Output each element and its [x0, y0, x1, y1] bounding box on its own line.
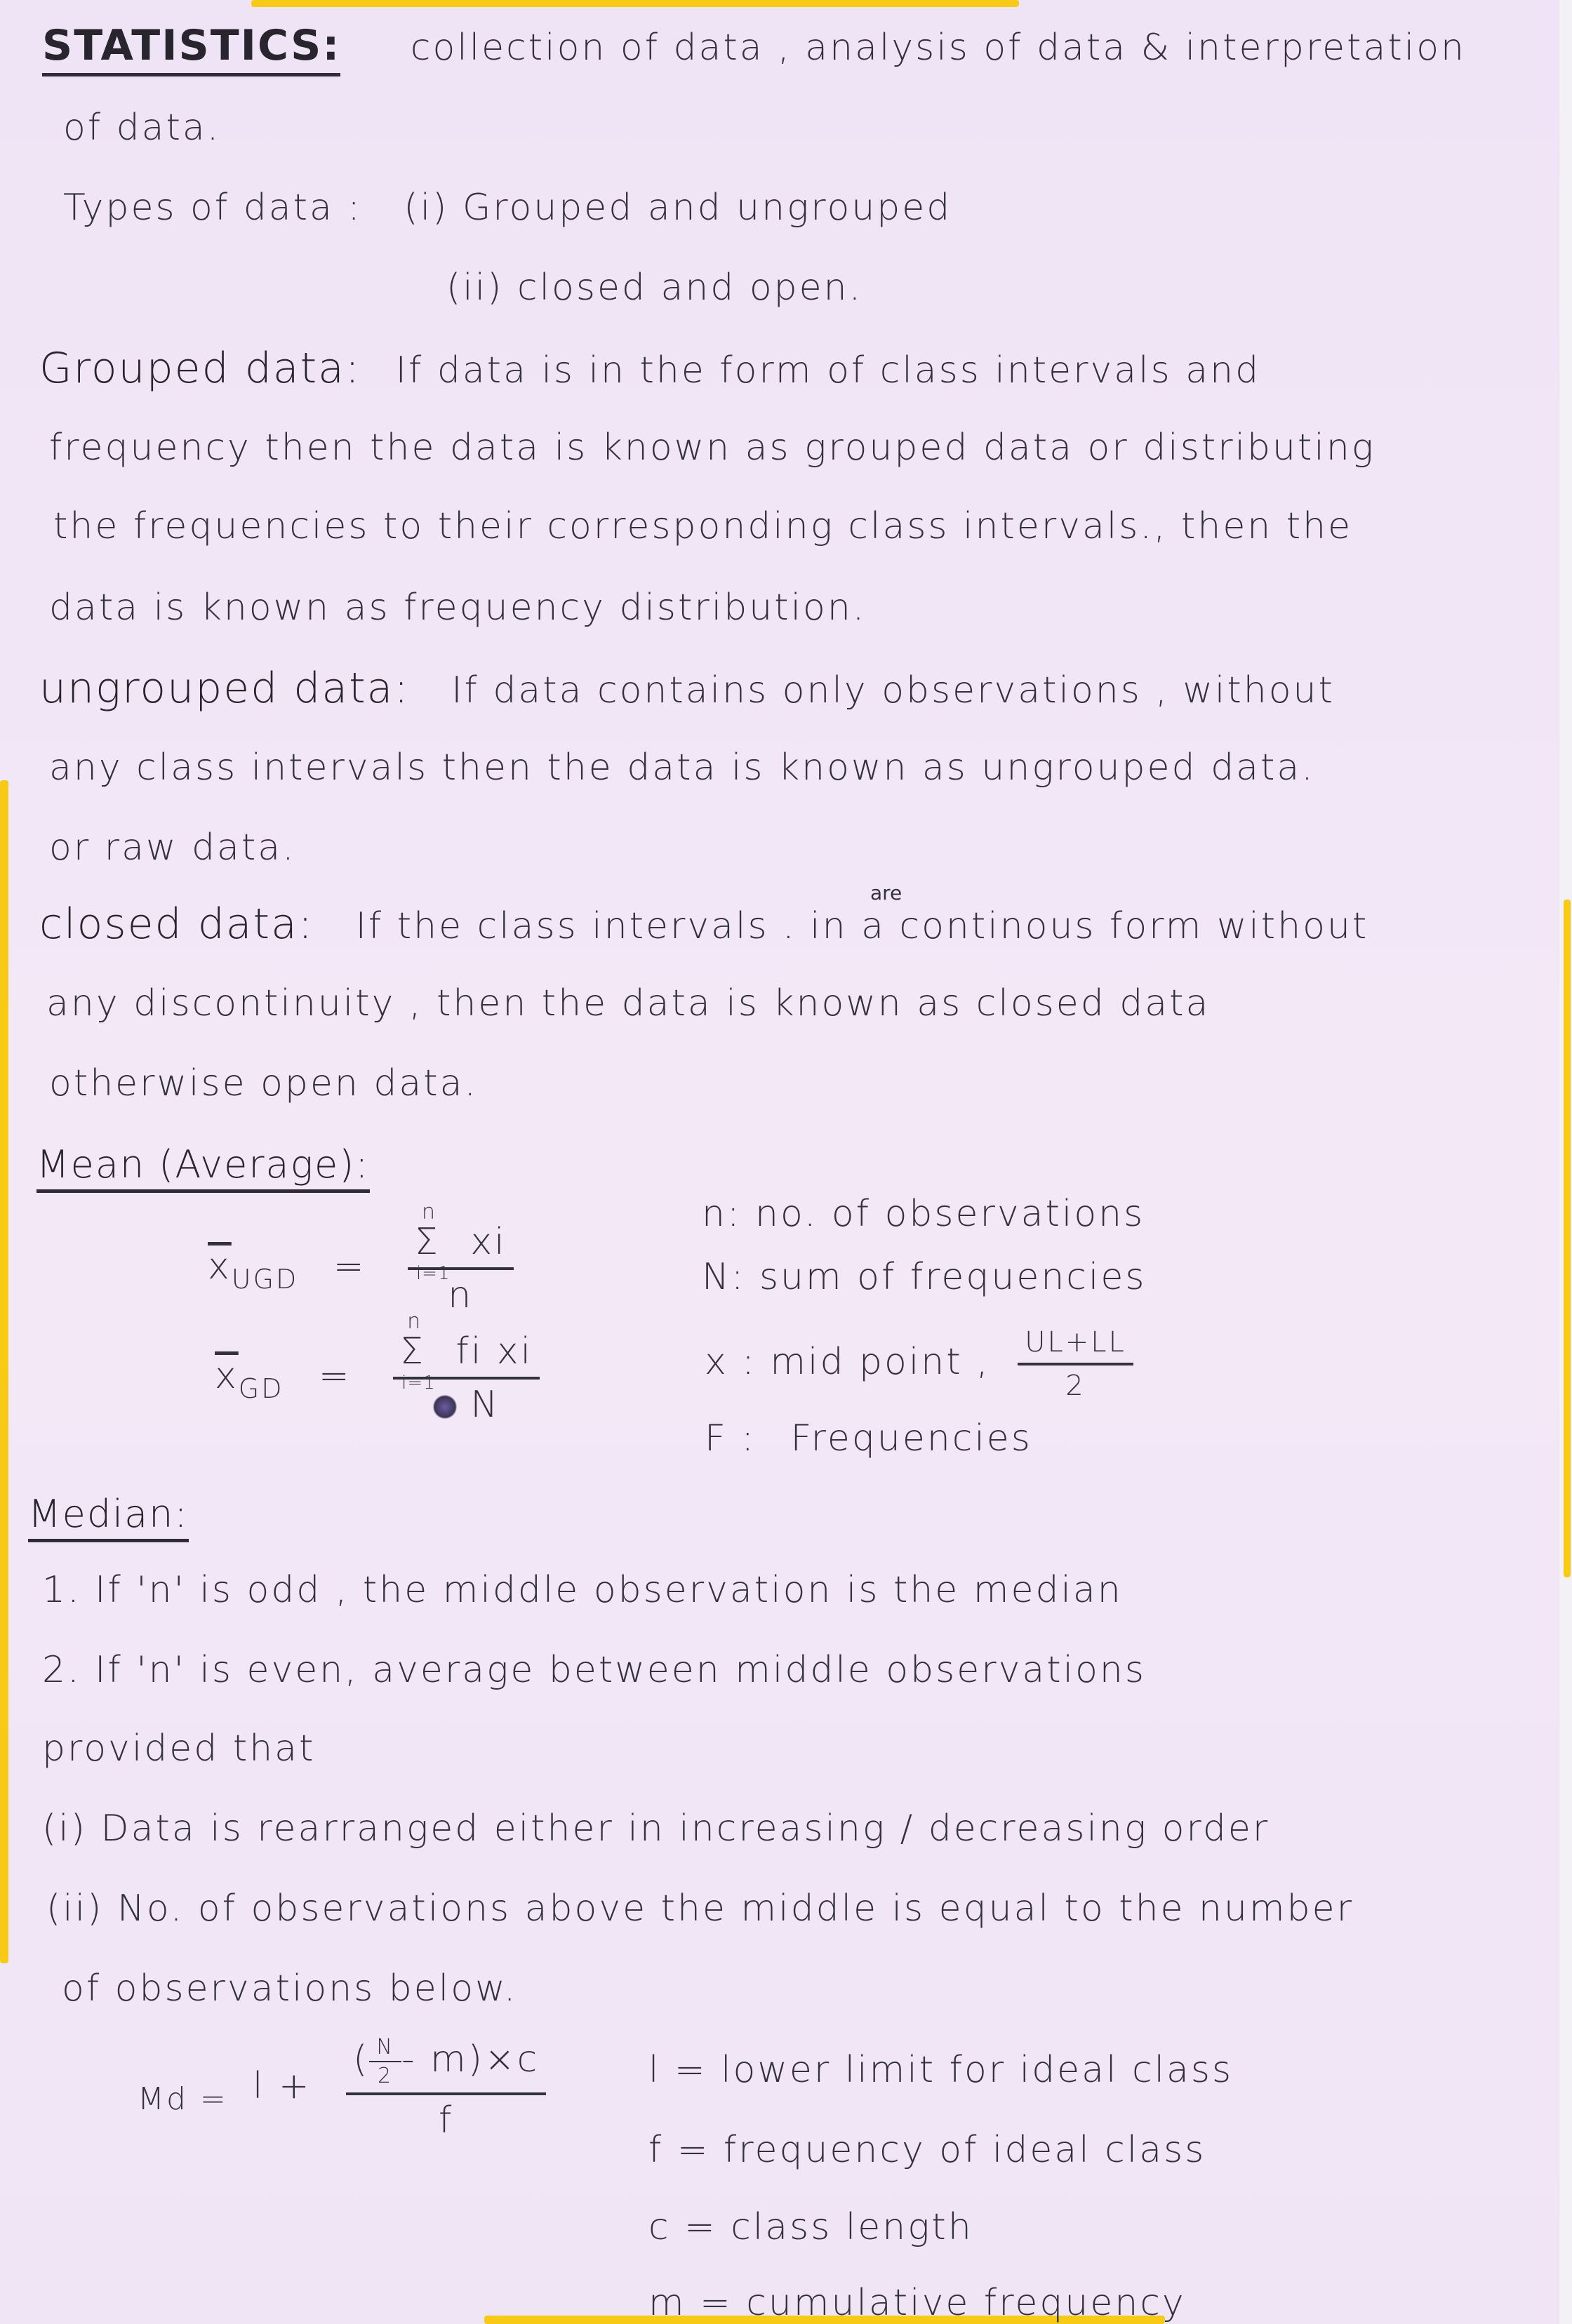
closed-text: If the class intervals . in a continous form without	[355, 905, 1369, 947]
median-legend-m: m = cumulative frequency	[648, 2282, 1186, 2324]
median-provided: provided that	[42, 1728, 316, 1770]
ugd-numerator	[408, 1200, 514, 1284]
mean-legend-F: F : Frequencies	[705, 1417, 1032, 1460]
median-rule-1: 1. If 'n' is odd , the middle observation is the median	[42, 1569, 1123, 1611]
median-legend-f: f = frequency of ideal class	[648, 2129, 1206, 2171]
gd-term: fi xi	[455, 1330, 533, 1373]
gd-denominator: N	[393, 1380, 540, 1426]
sigma-icon: Σ n i=1	[414, 1200, 451, 1284]
mean-legend-x: x : mid point , $\frac{UL+LL}{2}$	[705, 1326, 1133, 1402]
highlighter-strip-left	[0, 780, 8, 1963]
grouped-line-4: data is known as frequency distribution.	[49, 587, 867, 629]
midpoint-fraction: $\frac{UL+LL}{2}$	[1018, 1326, 1133, 1402]
types-item-2: (ii) closed and open.	[446, 267, 863, 309]
median-heading-text: Median:	[28, 1492, 189, 1542]
highlighter-strip-right	[1564, 900, 1571, 1577]
types-line	[63, 187, 952, 229]
median-legend-c: c = class length	[648, 2206, 973, 2248]
gd-subscript: GD	[238, 1373, 284, 1404]
ungrouped-line-3: or raw data.	[49, 827, 296, 869]
closed-line-1	[39, 900, 1368, 949]
highlighter-strip-top	[251, 0, 1019, 7]
median-condition-1: (i) Data is rearranged either in increasing / decreasing order	[42, 1808, 1270, 1850]
ugd-subscript: UGD	[231, 1264, 299, 1295]
ungrouped-heading: ungrouped data:	[39, 664, 410, 713]
median-heading	[28, 1492, 189, 1536]
median-condition-2a: (ii) No. of observations above the middle is equal to the number	[46, 1888, 1354, 1930]
mean-gd-formula	[215, 1309, 540, 1426]
gd-fraction	[393, 1309, 540, 1426]
statistics-definition-cont: of data.	[63, 107, 221, 149]
mean-heading-text: Mean (Average):	[36, 1142, 370, 1193]
median-fraction	[346, 2035, 546, 2142]
grouped-line-3: the frequencies to their corresponding class intervals., then the	[53, 505, 1353, 547]
equals: =	[319, 1355, 352, 1397]
median-rule-2: 2. If 'n' is even, average between middle observations	[42, 1649, 1146, 1691]
statistics-definition: collection of data , analysis of data & interpretation	[410, 27, 1466, 69]
ungrouped-line-2: any class intervals then the data is known as ungrouped data.	[49, 747, 1315, 789]
mean-heading	[36, 1142, 370, 1187]
grouped-heading: Grouped data:	[39, 344, 361, 393]
gd-numerator	[393, 1309, 540, 1394]
grouped-line-1	[39, 344, 1260, 393]
median-denominator: f	[439, 2099, 454, 2142]
sigma-icon: Σ n i=1	[400, 1309, 436, 1394]
median-formula-lhs: Md =	[138, 2081, 228, 2117]
ugd-denominator: n	[448, 1274, 474, 1316]
ungrouped-line-1	[39, 664, 1335, 713]
l-plus: l +	[253, 2065, 312, 2107]
equals: =	[333, 1246, 366, 1288]
median-formula	[253, 2035, 546, 2142]
mean-legend-n: n: no. of observations	[702, 1193, 1145, 1235]
types-label: Types of data :	[63, 187, 362, 229]
median-condition-2b: of observations below.	[62, 1968, 518, 2010]
mean-legend-N: N: sum of frequencies	[702, 1256, 1147, 1298]
x-bar: $\overline{x}$	[208, 1246, 232, 1288]
ugd-term: xi	[470, 1221, 507, 1263]
ugd-fraction	[408, 1200, 514, 1316]
ungrouped-text: If data contains only observations , without	[451, 669, 1335, 712]
closed-heading: closed data:	[39, 900, 314, 949]
types-item-1: (i) Grouped and ungrouped	[404, 187, 952, 229]
mean-ugd-formula	[208, 1200, 514, 1316]
statistics-line	[42, 21, 1466, 70]
closed-line-2: any discontinuity , then the data is known as closed data	[46, 982, 1211, 1024]
grouped-text: If data is in the form of class intervals and	[395, 349, 1261, 392]
ink-blot-icon	[433, 1394, 457, 1420]
closed-line-3: otherwise open data.	[49, 1062, 479, 1104]
x-bar: $\overline{x}$	[215, 1355, 239, 1397]
statistics-heading: STATISTICS:	[42, 21, 340, 76]
grouped-line-2: frequency then the data is known as grouped data or distributing	[49, 427, 1376, 469]
median-legend-l: l = lower limit for ideal class	[648, 2049, 1234, 2091]
closed-insert-mark: are	[870, 881, 902, 904]
median-numerator: ( $\frac{N}{2}$ - m)×c	[346, 2035, 546, 2095]
